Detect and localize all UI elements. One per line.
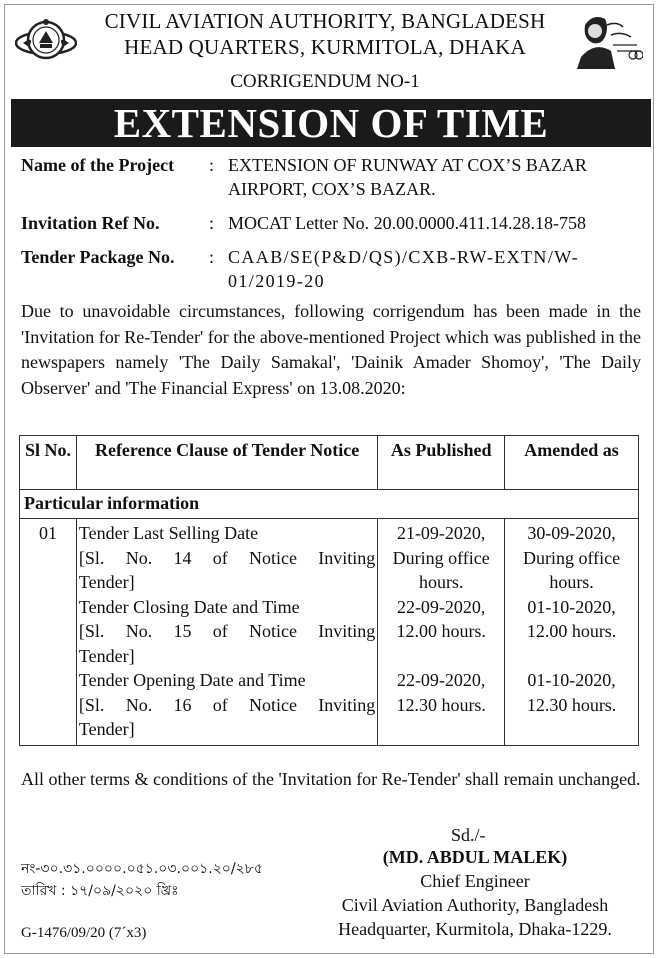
- ref-value: MOCAT Letter No. 20.00.0000.411.14.28.18-758: [228, 213, 586, 233]
- reference-title: Tender Last Selling Date: [78, 523, 259, 543]
- header-sl: Sl No.: [20, 436, 77, 490]
- header-published: As Published: [378, 436, 505, 490]
- ref-label: Invitation Ref No.: [21, 213, 160, 233]
- package-value: CAAB/SE(P&D/QS)/CXB-RW-EXTN/W-01/2019-20: [228, 247, 580, 291]
- package-colon: :: [209, 247, 215, 267]
- package-label: Tender Package No.: [21, 247, 175, 267]
- amended-cell: 30-09-2020, During office hours.: [505, 519, 639, 595]
- project-value: EXTENSION OF RUNWAY AT COX’S BAZAR AIRPORT, COX’S BAZAR.: [228, 155, 587, 199]
- header-line-2: HEAD QUARTERS, KURMITOLA, DHAKA: [124, 35, 526, 59]
- signatory-name: (MD. ABDUL MALEK): [382, 847, 568, 867]
- header-amended: Amended as: [505, 436, 639, 490]
- corrigendum-number: CORRIGENDUM NO-1: [230, 71, 420, 92]
- table-row: [20, 595, 639, 669]
- ref-colon: :: [209, 213, 215, 233]
- intro-paragraph: Due to unavoidable circumstances, following corrigendum has been made in the 'Invitation for Re-Tender' for the above-mentioned Project which was published in the newspapers namely 'The Daily Samakal', 'Dainik Amader Shomoy', 'The Daily Observer' and 'The Financial Express' on 13.08.2020:: [21, 301, 641, 398]
- published-cell: 21-09-2020, During office hours.: [378, 519, 505, 595]
- extension-banner: EXTENSION OF TIME: [11, 99, 651, 147]
- section-title: Particular information: [20, 490, 639, 519]
- memo-number: নং-৩০.৩১.০০০০.০৫১.০৩.০০১.২০/২৮৫: [21, 861, 263, 877]
- reference-cell: [76, 519, 377, 595]
- amended-cell: 01-10-2020, 12.30 hours.: [505, 668, 639, 745]
- caab-emblem-icon: [15, 13, 77, 71]
- reference-cell: [76, 595, 377, 669]
- reference-end: Tender]: [78, 645, 135, 666]
- amended-cell: 01-10-2020, 12.00 hours.: [505, 595, 639, 669]
- memo-date: তারিখ : ১৭/০৯/২০২০ খ্রিঃ: [21, 883, 179, 899]
- header-line-1: CIVIL AVIATION AUTHORITY, BANGLADESH: [104, 9, 546, 33]
- project-label: Name of the Project: [21, 155, 175, 175]
- signature-sd: Sd./-: [451, 825, 486, 845]
- reference-line: [Sl. No. 14 of Notice Inviting: [78, 547, 376, 568]
- header-reference: Reference Clause of Tender Notice: [76, 436, 377, 490]
- g-number: G-1476/09/20 (7´x3): [21, 925, 147, 941]
- reference-line: [Sl. No. 16 of Notice Inviting: [78, 694, 376, 715]
- signatory-address: Headquarter, Kurmitola, Dhaka-1229.: [338, 919, 612, 939]
- published-cell: 22-09-2020, 12.00 hours.: [378, 595, 505, 669]
- reference-title: Tender Opening Date and Time: [78, 670, 306, 690]
- sl-value: 01: [20, 519, 77, 746]
- advertisement-page: [4, 4, 654, 954]
- reference-end: Tender]: [78, 719, 135, 739]
- section-row: [20, 490, 639, 519]
- corrigendum-table: [19, 435, 639, 746]
- portrait-emblem-icon: [571, 11, 643, 71]
- table-header-row: [20, 436, 639, 490]
- signatory-organization: Civil Aviation Authority, Bangladesh: [341, 895, 609, 915]
- project-colon: :: [209, 155, 215, 175]
- table-row: [20, 519, 639, 595]
- reference-line: [Sl. No. 15 of Notice Inviting: [78, 621, 376, 641]
- reference-cell: [76, 668, 377, 745]
- reference-end: Tender]: [78, 572, 135, 592]
- closing-note: All other terms & conditions of the 'Invitation for Re-Tender' shall remain unchanged.: [21, 769, 641, 789]
- signatory-designation: Chief Engineer: [420, 871, 530, 891]
- table-row: [20, 668, 639, 745]
- reference-title: Tender Closing Date and Time: [78, 596, 300, 617]
- published-cell: 22-09-2020, 12.30 hours.: [378, 668, 505, 745]
